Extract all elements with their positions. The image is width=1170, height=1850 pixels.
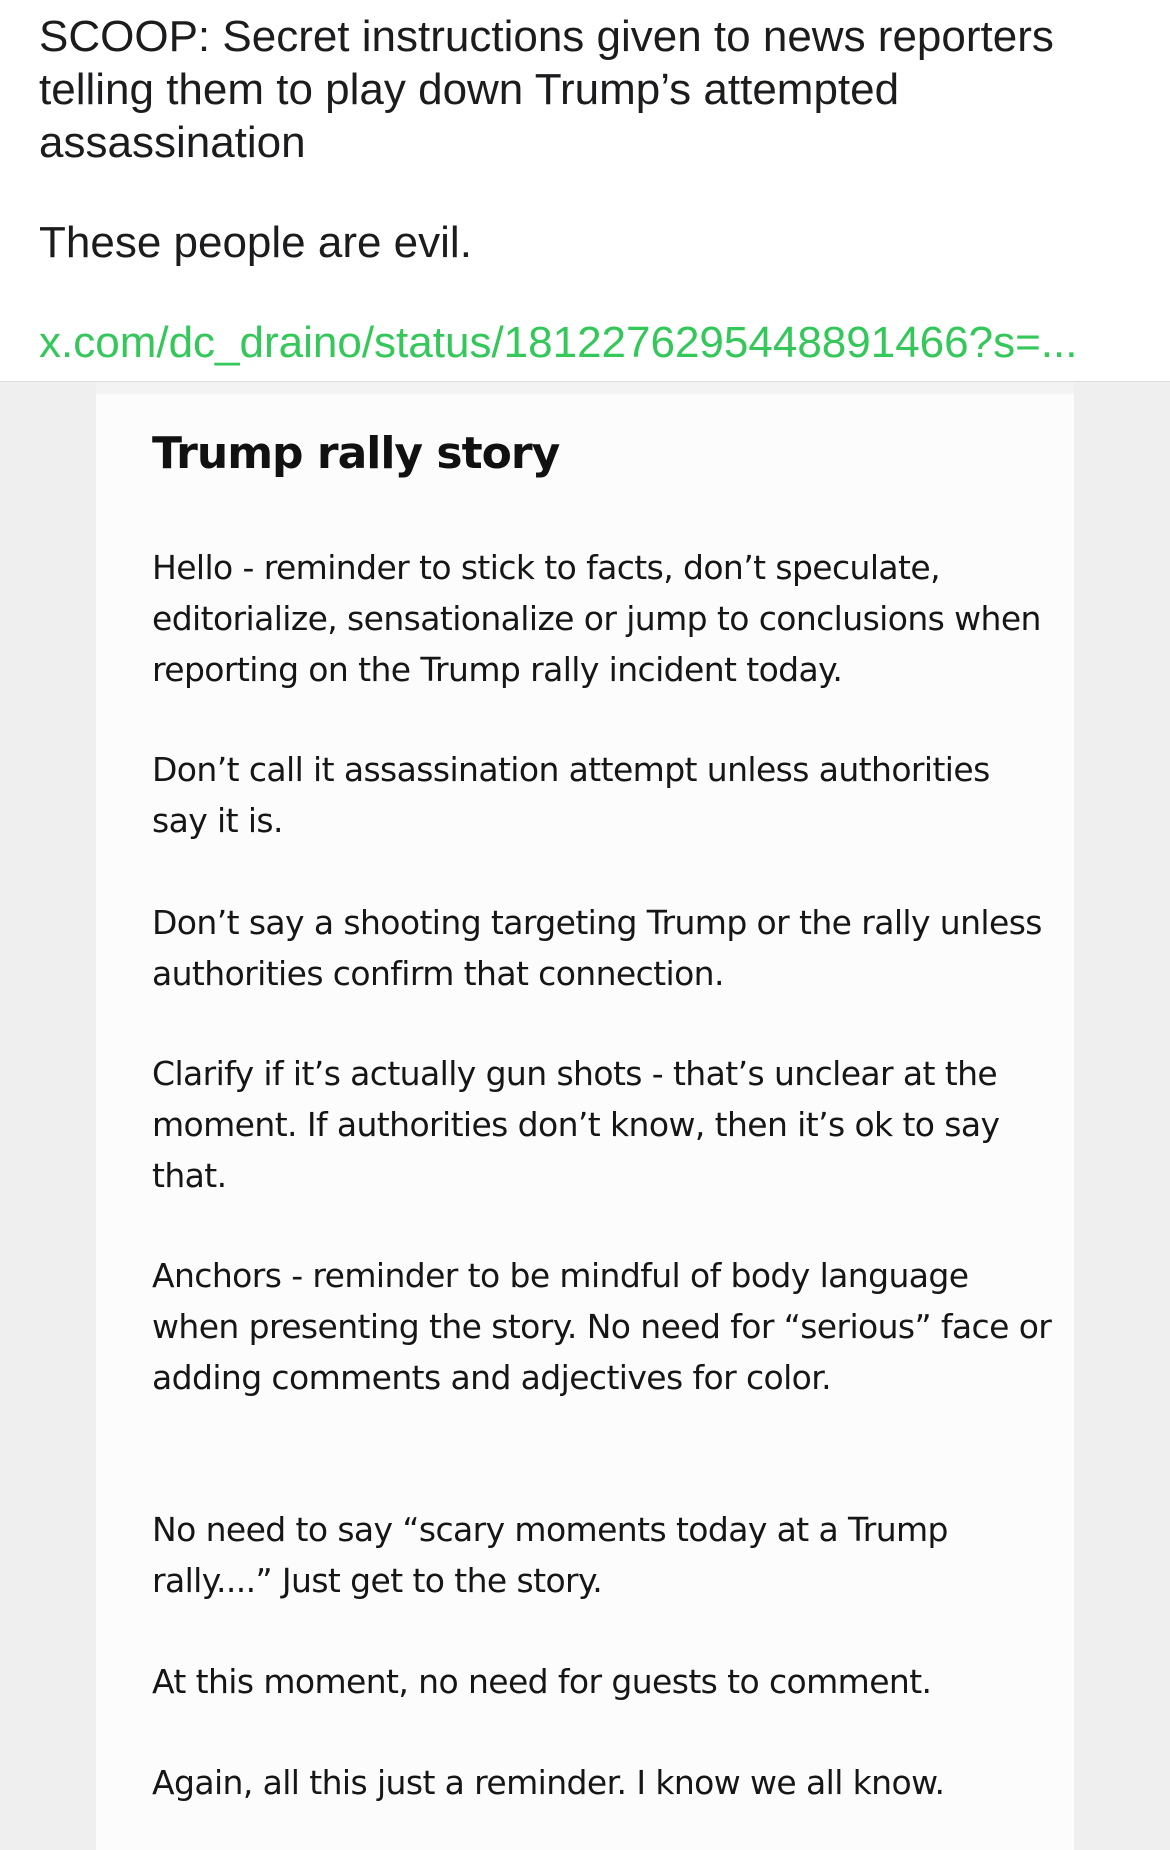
note-paragraph: Don’t say a shooting targeting Trump or the rally unless authorities confirm that connection. [152,903,1042,993]
screenshot-note [96,382,1074,1850]
note-paragraph: Clarify if it’s actually gun shots - that’s unclear at the moment. If authorities don’t know, then it’s ok to say that. [152,1054,1000,1195]
post-link[interactable]: x.com/dc_draino/status/1812276295448891466?s=... [39,318,1078,367]
post-comment: These people are evil. [39,218,472,267]
note-paragraph: Anchors - reminder to be mindful of body language when presenting the story. No need for “serious” face or adding comments and adjectives for color. [152,1256,1052,1397]
note-paragraph: Hello - reminder to stick to facts, don’t speculate, editorialize, sensationalize or jump to conclusions when reporting on the Trump rally incident today. [152,548,1041,689]
post-body [0,0,1170,380]
post-headline: SCOOP: Secret instructions given to news reporters telling them to play down Trump’s attempted assassination [39,12,1054,167]
note-paragraph: Again, all this just a reminder. I know we all know. [152,1763,945,1802]
note-paragraph: Don’t call it assassination attempt unless authorities say it is. [152,750,990,840]
note-paragraph: No need to say “scary moments today at a Trump rally....” Just get to the story. [152,1510,948,1600]
note-paragraph: At this moment, no need for guests to comment. [152,1662,932,1701]
attached-image[interactable] [0,382,1170,1850]
note-title: Trump rally story [152,428,560,479]
